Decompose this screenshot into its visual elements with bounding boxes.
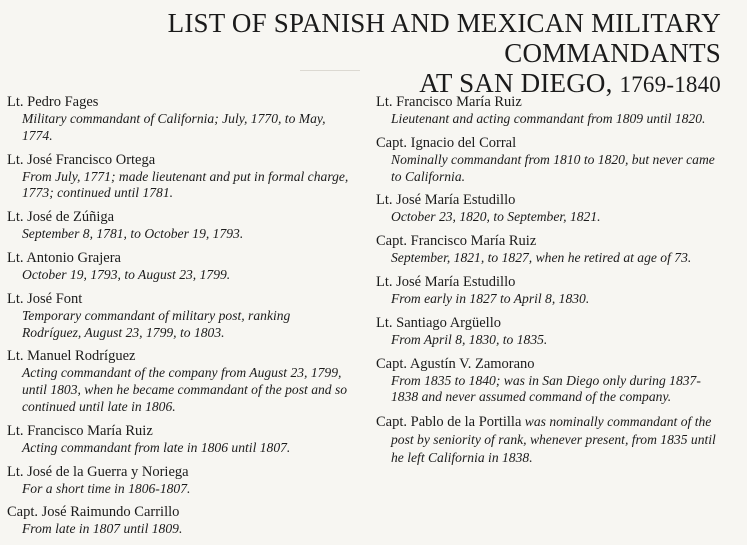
commandant-name: Lt. Francisco María Ruiz [376, 94, 522, 110]
commandant-name: Capt. José Raimundo Carrillo [7, 504, 180, 521]
commandant-entry [7, 152, 352, 203]
commandant-name: Lt. José María Estudillo [376, 192, 516, 209]
commandant-name: Lt. José María Estudillo [376, 273, 516, 290]
commandant-entry [376, 233, 728, 267]
commandant-tenure: From 1835 to 1840; was in San Diego only during 1837-1838 and never assumed command of the company. [391, 372, 701, 405]
commandant-name: Capt. Francisco María Ruiz [376, 233, 537, 250]
commandant-name: Lt. Manuel Rodríguez [7, 348, 136, 365]
commandant-tenure: Lieutenant and acting commandant from 1809 until 1820. [391, 111, 706, 126]
commandant-tenure: Temporary commandant of military post, ranking Rodríguez, August 23, 1799, to 1803. [22, 307, 291, 340]
commandant-tenure: From early in 1827 to April 8, 1830. [391, 290, 590, 306]
commandant-name: Lt. Santiago Argüello [376, 314, 501, 331]
commandant-entry [7, 291, 352, 342]
commandant-entry [376, 192, 728, 226]
commandant-name [376, 413, 728, 467]
commandant-tenure: From April 8, 1830, to 1835. [391, 331, 548, 347]
commandant-entry [376, 135, 728, 186]
commandant-entry [376, 356, 728, 407]
commandant-entry [7, 250, 352, 284]
title-years: 1769-1840 [619, 72, 721, 97]
commandant-name: Lt. José Font [7, 290, 83, 307]
commandant-entry [7, 464, 352, 498]
commandant-entry [376, 94, 728, 128]
commandant-entry [7, 348, 352, 415]
commandant-name: Capt. Ignacio del Corral [376, 134, 517, 151]
commandant-entry-last [376, 413, 728, 467]
commandant-entry [376, 274, 728, 308]
commandant-tenure: Acting commandant of the company from August 23, 1799, until 1803, when he became commandant of the post and so continued until late in 1806. [22, 365, 348, 414]
commandant-tenure: From late in 1807 until 1809. [22, 521, 183, 537]
commandant-tenure: September, 1821, to 1827, when he retired at age of 73. [391, 250, 692, 266]
left-column [7, 94, 352, 545]
commandant-tenure: Acting commandant from late in 1806 until 1807. [22, 439, 291, 455]
commandant-tenure: For a short time in 1806-1807. [22, 480, 191, 496]
commandant-name: Lt. Francisco María Ruiz [7, 422, 153, 439]
commandant-name-text: Capt. Pablo de la Portilla [376, 414, 522, 431]
commandant-entry [7, 423, 352, 457]
commandant-tenure: October 23, 1820, to September, 1821. [391, 209, 601, 225]
commandant-tenure: was nominally commandant of the post by seniority of rank, whenever present, from 1835 until he left California in 1838. [391, 414, 716, 466]
title-line-1: LIST OF SPANISH AND MEXICAN MILITARY COMMANDANTS [167, 8, 721, 68]
commandant-entry [376, 315, 728, 349]
commandant-name: Lt. José de la Guerra y Noriega [7, 463, 189, 480]
title-line-2-main: AT SAN DIEGO, [419, 68, 620, 98]
commandant-entry [7, 209, 352, 243]
commandant-tenure: From July, 1771; made lieutenant and put in formal charge, 1773; continued until 1781. [22, 168, 349, 201]
commandant-name: Capt. Agustín V. Zamorano [376, 355, 535, 372]
commandant-entry [7, 94, 352, 145]
commandant-name: Lt. José Francisco Ortega [7, 151, 156, 168]
commandant-tenure: September 8, 1781, to October 19, 1793. [22, 226, 244, 242]
right-column [376, 94, 728, 474]
commandant-name: Lt. Antonio Grajera [7, 249, 121, 266]
commandant-tenure: Nominally commandant from 1810 to 1820, but never came to California. [391, 151, 715, 184]
commandant-name: Lt. Pedro Fages [7, 94, 99, 110]
page-title [0, 8, 721, 100]
commandant-name: Lt. José de Zúñiga [7, 209, 115, 226]
commandant-tenure: Military commandant of California; July, 1770, to May, 1774. [22, 111, 326, 143]
commandant-tenure: October 19, 1793, to August 23, 1799. [22, 266, 231, 282]
commandant-entry [7, 504, 352, 538]
